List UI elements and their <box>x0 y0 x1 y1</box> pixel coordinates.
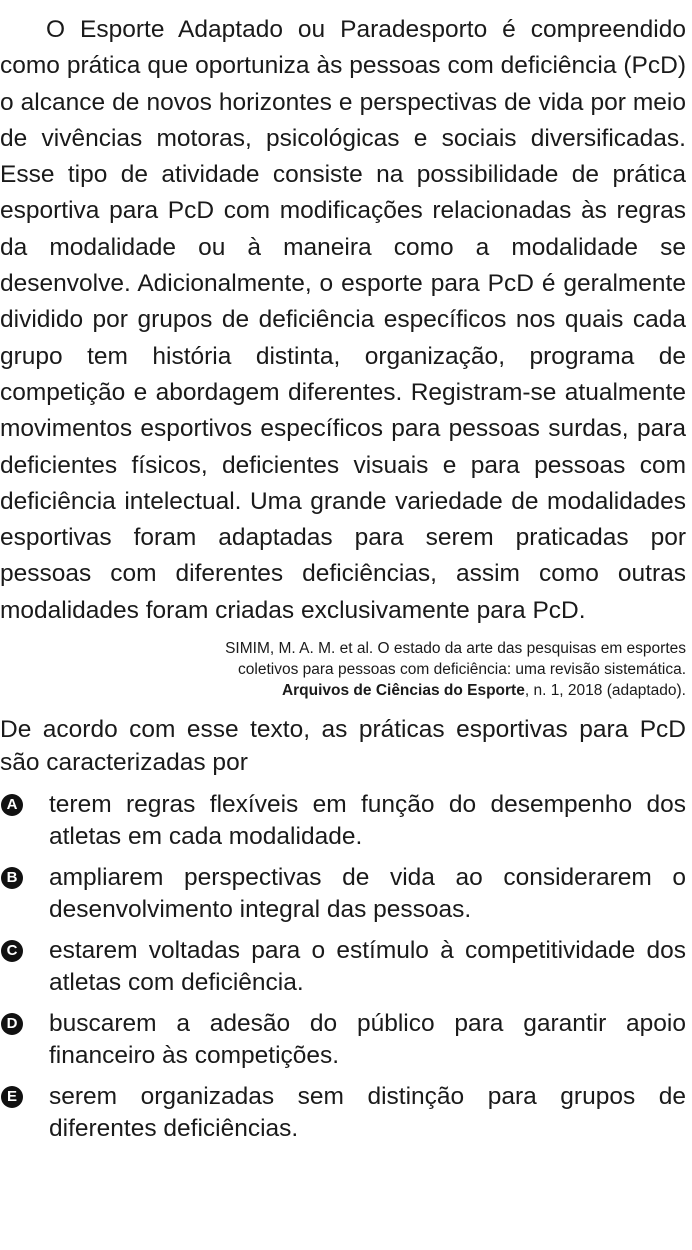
passage-text: O Esporte Adaptado ou Paradesporto é compreendido como prática que oportuniza às pessoas com deficiência (PcD) o alcance de novos horizontes e perspectivas de vida por meio de vivências motoras, psicológicas e sociais diversificadas. Esse tipo de atividade consiste na possibilidade de prática esportiva para PcD com modificações relacionadas às regras da modalidade ou à maneira como a modalidade se desenvolve. Adicionalmente, o esporte para PcD é geralmente dividido por grupos de deficiência específicos nos quais cada grupo tem história distinta, organização, programa de competição e abordagem diferentes. Registram-se atualmente movimentos esportivos específicos para pessoas surdas, para deficientes físicos, deficientes visuais e para pessoas com deficiência intelectual. Uma grande variedade de modalidades esportivas foram adaptadas para serem praticadas por pessoas com diferentes deficiências, assim como outras modalidades foram criadas exclusivamente para PcD. <box>0 16 686 624</box>
option-b-letter-badge: B <box>1 867 23 889</box>
citation-line-2: coletivos para pessoas com deficiência: uma revisão sistemática. <box>238 661 686 679</box>
option-c-text: estarem voltadas para o estímulo à competitividade dos atletas com deficiência. <box>49 937 686 997</box>
citation <box>0 638 686 701</box>
citation-suffix: , n. 1, 2018 (adaptado). <box>524 682 686 700</box>
citation-line-3 <box>0 680 686 701</box>
option-b[interactable] <box>0 862 686 926</box>
option-a[interactable] <box>0 789 686 853</box>
option-a-letter-badge: A <box>1 794 23 816</box>
citation-line-1: SIMIM, M. A. M. et al. O estado da arte das pesquisas em esportes <box>225 640 686 658</box>
option-d-letter-badge: D <box>1 1013 23 1035</box>
option-e[interactable] <box>0 1081 686 1145</box>
option-d[interactable] <box>0 1008 686 1072</box>
option-c-letter-badge: C <box>1 940 23 962</box>
option-a-text: terem regras flexíveis em função do desempenho dos atletas em cada modalidade. <box>49 791 686 851</box>
option-e-letter-badge: E <box>1 1086 23 1108</box>
answer-options <box>0 789 686 1145</box>
citation-journal: Arquivos de Ciências do Esporte <box>281 682 525 700</box>
option-b-text: ampliarem perspectivas de vida ao considerarem o desenvolvimento integral das pessoas. <box>49 864 686 924</box>
option-c[interactable] <box>0 935 686 999</box>
option-e-text: serem organizadas sem distinção para grupos de diferentes deficiências. <box>49 1083 686 1143</box>
question-stem: De acordo com esse texto, as práticas esportivas para PcD são caracterizadas por <box>0 716 686 777</box>
option-d-text: buscarem a adesão do público para garantir apoio financeiro às competições. <box>49 1010 686 1070</box>
